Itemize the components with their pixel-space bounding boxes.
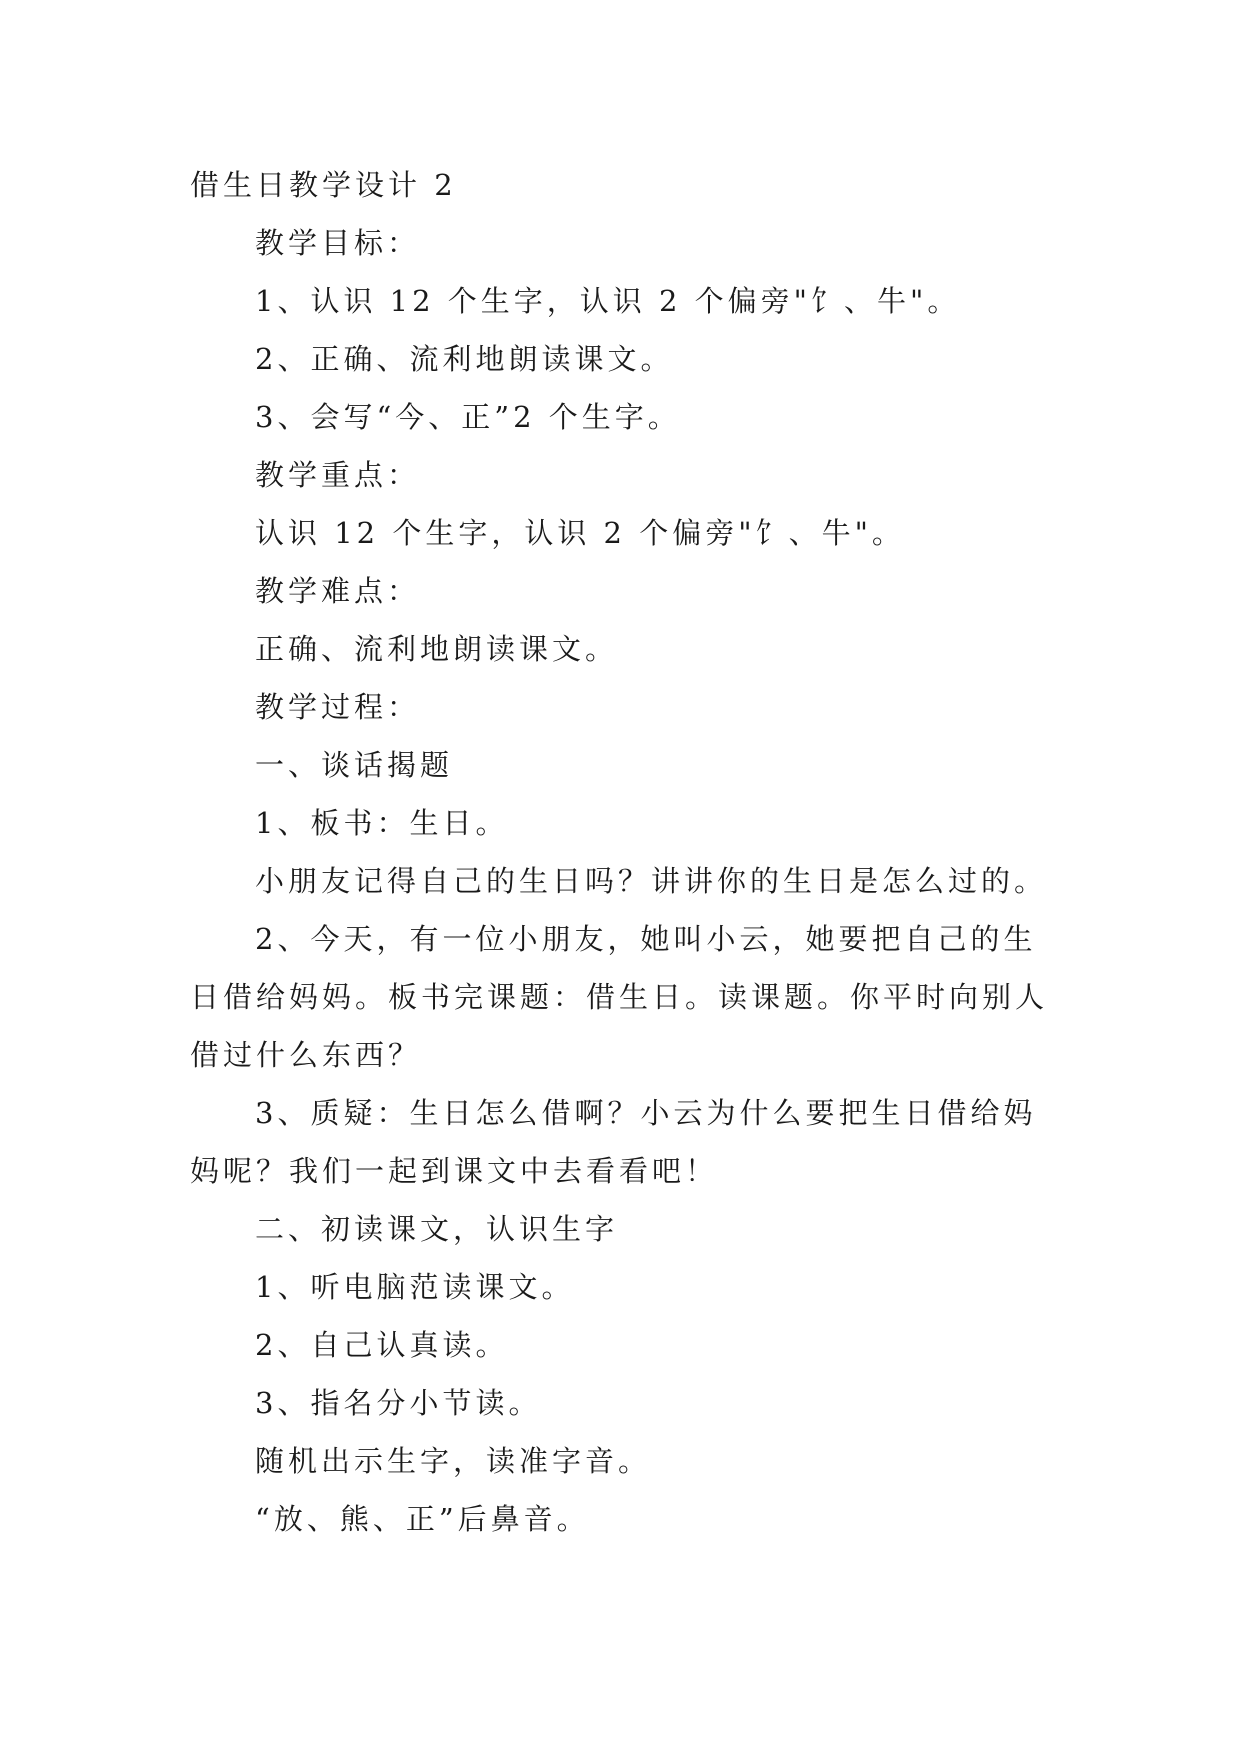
paragraph-line: 日借给妈妈。板书完课题：借生日。读课题。你平时向别人 bbox=[190, 980, 1049, 1014]
paragraph-line: “放、熊、正”后鼻音。 bbox=[255, 1502, 590, 1536]
step-2-2: 2、自己认真读。 bbox=[255, 1328, 509, 1362]
heading-difficulties: 教学难点： bbox=[255, 574, 421, 608]
paragraph-line: 借过什么东西？ bbox=[190, 1038, 422, 1072]
difficulty-text: 正确、流利地朗读课文。 bbox=[255, 632, 619, 666]
key-point-text: 认识 12 个生字，认识 2 个偏旁"饣、牛"。 bbox=[255, 516, 905, 550]
section-heading-1: 一、谈话揭题 bbox=[255, 748, 454, 782]
goal-item-1: 1、认识 12 个生字，认识 2 个偏旁"饣、牛"。 bbox=[255, 284, 961, 318]
goal-item-3: 3、会写“今、正”2 个生字。 bbox=[255, 400, 681, 434]
section-heading-2: 二、初读课文，认识生字 bbox=[255, 1212, 619, 1246]
step-1-1: 1、板书：生日。 bbox=[255, 806, 509, 840]
paragraph-line: 随机出示生字，读准字音。 bbox=[255, 1444, 652, 1478]
document-title: 借生日教学设计 2 bbox=[190, 168, 457, 202]
paragraph-line: 2、今天，有一位小朋友，她叫小云，她要把自己的生 bbox=[255, 922, 1037, 956]
heading-key-points: 教学重点： bbox=[255, 458, 421, 492]
paragraph-line: 3、质疑：生日怎么借啊？小云为什么要把生日借给妈 bbox=[255, 1096, 1037, 1130]
step-2-3: 3、指名分小节读。 bbox=[255, 1386, 542, 1420]
step-2-1: 1、听电脑范读课文。 bbox=[255, 1270, 575, 1304]
heading-teaching-goals: 教学目标： bbox=[255, 226, 421, 260]
paragraph-line: 小朋友记得自己的生日吗？讲讲你的生日是怎么过的。 bbox=[255, 864, 1048, 898]
goal-item-2: 2、正确、流利地朗读课文。 bbox=[255, 342, 674, 376]
heading-process: 教学过程： bbox=[255, 690, 421, 724]
paragraph-line: 妈呢？我们一起到课文中去看看吧！ bbox=[190, 1154, 719, 1188]
